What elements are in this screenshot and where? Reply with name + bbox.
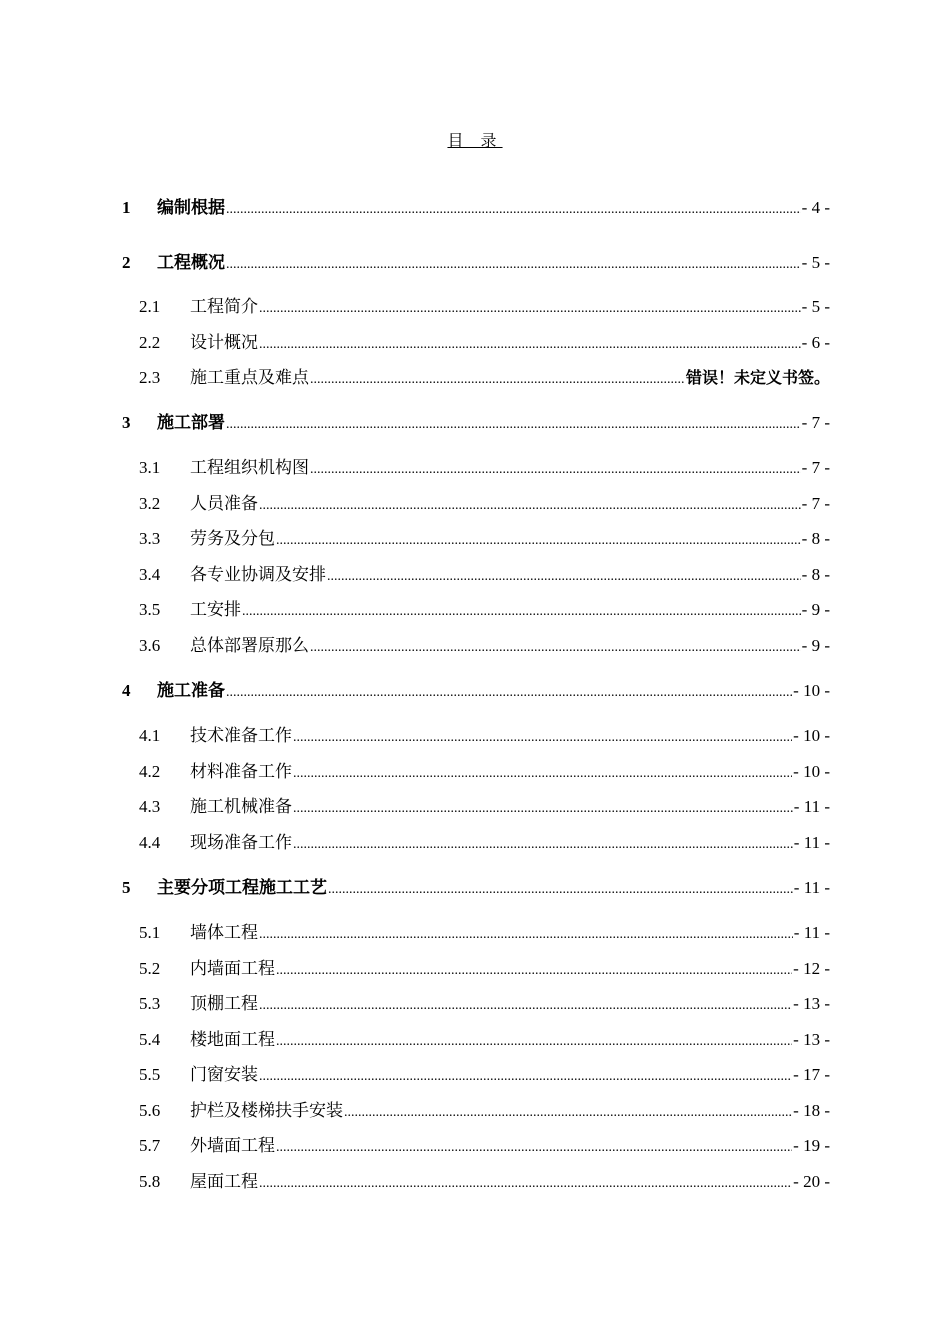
toc-entry-line [190,921,830,947]
toc-heading-text: 目 录 [447,131,503,150]
toc-entry-number: 5.6 [139,1101,161,1120]
toc-entry-title[interactable]: 施工部署 [157,413,225,433]
toc-entry-title[interactable]: 设计概况 [190,333,258,353]
toc-entry-page: - 10 - [793,762,830,781]
toc-entry[interactable] [0,724,950,748]
toc-entry[interactable] [0,876,950,900]
toc-entry-number: 3 [122,413,131,432]
toc-entry-page: - 11 - [793,833,830,852]
toc-entry-title[interactable]: 编制根据 [157,198,225,218]
toc-entry-title[interactable]: 门窗安装 [190,1065,258,1085]
toc-entry-number: 5.1 [139,923,161,942]
toc-entry-page: - 7 - [801,458,830,477]
dot-leader [259,1065,792,1089]
toc-entry-number: 3.2 [139,494,161,513]
toc-entry[interactable] [0,492,950,516]
toc-entry[interactable] [0,795,950,819]
toc-entry-page: - 19 - [793,1136,830,1155]
toc-entry-number: 3.5 [139,600,161,619]
toc-entry-line [190,366,830,392]
toc-entry-line [190,795,830,821]
toc-entry-page: - 12 - [793,959,830,978]
dot-leader [226,198,801,222]
dot-leader [276,1136,792,1160]
toc-entry-line [190,295,830,321]
toc-entry-page: - 20 - [793,1172,830,1191]
dot-leader [310,458,801,482]
toc-entry-page: - 18 - [793,1101,830,1120]
toc-entry[interactable] [0,563,950,587]
toc-entry-page: - 13 - [793,994,830,1013]
toc-entry-page: - 8 - [801,565,830,584]
toc-entry-title[interactable]: 施工准备 [157,681,225,701]
toc-entry-page: - 7 - [801,413,830,432]
toc-entry-error: 错误！未定义书签。 [685,368,830,387]
toc-entry[interactable] [0,1028,950,1052]
dot-leader [259,333,801,357]
toc-entry-number: 3.4 [139,565,161,584]
dot-leader [310,636,801,660]
toc-entry-line [190,1170,830,1196]
toc-entry[interactable] [0,634,950,658]
toc-entry-page: - 9 - [801,600,830,619]
toc-entry-page: - 7 - [801,494,830,513]
toc-entry-number: 2.1 [139,297,161,316]
toc-entry[interactable] [0,1099,950,1123]
toc-entry-number: 5 [122,878,131,897]
toc-entry[interactable] [0,251,950,275]
toc-entry[interactable] [0,598,950,622]
toc-entry-number: 3.6 [139,636,161,655]
toc-entry-line [190,634,830,660]
toc-entry-number: 4.4 [139,833,161,852]
toc-entry-title[interactable]: 工程组织机构图 [190,458,309,478]
toc-entry-number: 5.2 [139,959,161,978]
toc-entry-line [190,831,830,857]
dot-leader [276,529,801,553]
toc-entry-title[interactable]: 工安排 [190,600,241,620]
toc-entry[interactable] [0,295,950,319]
dot-leader [310,368,685,392]
toc-entry-line [190,1063,830,1089]
toc-entry-number: 2.2 [139,333,161,352]
dot-leader [327,565,801,589]
toc-entry-title[interactable]: 人员准备 [190,494,258,514]
toc-entry-title[interactable]: 墙体工程 [190,923,258,943]
toc-entry-title[interactable]: 材料准备工作 [190,762,292,782]
toc-entry-title[interactable]: 工程概况 [157,253,225,273]
toc-entry-line [190,331,830,357]
toc-entry-page: - 9 - [801,636,830,655]
toc-entry[interactable] [0,456,950,480]
toc-entry[interactable] [0,921,950,945]
toc-entry-line [190,1134,830,1160]
toc-entry[interactable] [0,1063,950,1087]
toc-entry-number: 3.1 [139,458,161,477]
toc-entry[interactable] [0,196,950,220]
toc-entry-title[interactable]: 内墙面工程 [190,959,275,979]
dot-leader [259,1172,792,1196]
toc-entry[interactable] [0,957,950,981]
toc-entry-number: 1 [122,198,131,217]
toc-entry-title[interactable]: 外墙面工程 [190,1136,275,1156]
toc-entry-number: 5.4 [139,1030,161,1049]
toc-entry-line [190,492,830,518]
toc-entry-page: - 4 - [801,198,830,217]
toc-entry-title[interactable]: 施工机械准备 [190,797,292,817]
toc-entry-line [190,957,830,983]
toc-entry-page: - 10 - [793,681,830,700]
toc-entry-line [190,1028,830,1054]
toc-entry[interactable] [0,831,950,855]
toc-entry-page: - 6 - [801,333,830,352]
toc-entry[interactable] [0,411,950,435]
toc-entry-page: - 11 - [793,797,830,816]
toc-entry-line [190,724,830,750]
toc-entry-number: 5.5 [139,1065,161,1084]
toc-entry-page: - 17 - [793,1065,830,1084]
toc-entry-title[interactable]: 楼地面工程 [190,1030,275,1050]
toc-entry-number: 5.7 [139,1136,161,1155]
dot-leader [293,726,792,750]
toc-entry-line [157,411,830,437]
dot-leader [226,253,801,277]
toc-entry-line [190,598,830,624]
toc-entry-title[interactable]: 护栏及楼梯扶手安装 [190,1101,343,1121]
toc-entry-line [157,876,830,902]
dot-leader [259,994,792,1018]
toc-entry-title[interactable]: 现场准备工作 [190,833,292,853]
toc-entry-number: 5.3 [139,994,161,1013]
toc-entry[interactable] [0,992,950,1016]
toc-entry-number: 3.3 [139,529,161,548]
toc-entry-page: - 13 - [793,1030,830,1049]
toc-entry-title[interactable]: 主要分项工程施工工艺 [157,878,327,898]
toc-entry-number: 4.1 [139,726,161,745]
toc-entry-line [190,760,830,786]
toc-entry-title[interactable]: 施工重点及难点 [190,368,309,388]
toc-heading [0,128,950,151]
toc-entry-number: 5.8 [139,1172,161,1191]
dot-leader [259,494,801,518]
toc-entry-number: 2.3 [139,368,161,387]
toc-entry-number: 4.3 [139,797,161,816]
toc-entry[interactable] [0,366,950,390]
toc-entry-line [190,527,830,553]
toc-entry[interactable] [0,527,950,551]
dot-leader [276,1030,792,1054]
toc-entry[interactable] [0,679,950,703]
toc-entry-title[interactable]: 总体部署原那么 [190,636,309,656]
toc-entry-number: 4 [122,681,131,700]
toc-entry-line [157,196,830,222]
dot-leader [293,797,793,821]
dot-leader [226,413,801,437]
toc-entry-page: - 11 - [793,878,830,897]
toc-entry-page: - 5 - [801,253,830,272]
toc-entry-page: - 11 - [793,923,830,942]
toc-entry-title[interactable]: 劳务及分包 [190,529,275,549]
toc-entry-line [190,1099,830,1125]
toc-entry-page: - 10 - [793,726,830,745]
dot-leader [259,297,801,321]
toc-entry-line [190,563,830,589]
toc-entry-line [190,456,830,482]
dot-leader [344,1101,792,1125]
toc-entry[interactable] [0,331,950,355]
toc-entry-page: - 5 - [801,297,830,316]
toc-entry-page: - 8 - [801,529,830,548]
toc-entry-title[interactable]: 屋面工程 [190,1172,258,1192]
dot-leader [293,762,792,786]
toc-entry-number: 2 [122,253,131,272]
toc-entry-title[interactable]: 各专业协调及安排 [190,565,326,585]
toc-entry-number: 4.2 [139,762,161,781]
dot-leader [226,681,792,705]
toc-entry[interactable] [0,1134,950,1158]
toc-entry[interactable] [0,1170,950,1194]
dot-leader [242,600,801,624]
toc-entry-title[interactable]: 工程简介 [190,297,258,317]
toc-entry-title[interactable]: 顶棚工程 [190,994,258,1014]
dot-leader [276,959,792,983]
toc-entry-title[interactable]: 技术准备工作 [190,726,292,746]
dot-leader [328,878,793,902]
toc-entry-line [190,992,830,1018]
dot-leader [259,923,793,947]
dot-leader [293,833,793,857]
toc-entry-line [157,251,830,277]
toc-entry[interactable] [0,760,950,784]
toc-entry-line [157,679,830,705]
